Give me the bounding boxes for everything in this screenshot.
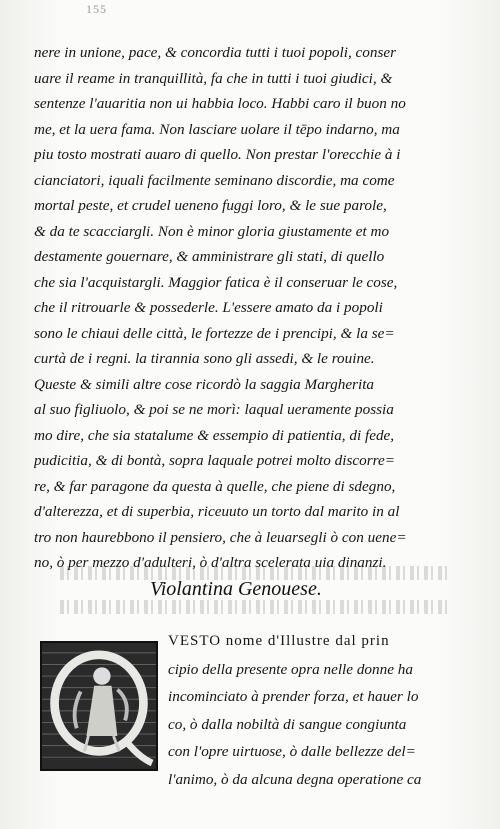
- woodcut-initial-image: [42, 643, 156, 769]
- text-line: VESTO nome d'Illustre dal prin: [168, 633, 390, 649]
- text-line: nere in unione, pace, & concordia tutti i tuoi popoli, conser: [34, 44, 397, 61]
- text-line: no, ò per mezzo d'adulteri, ò d'altra scelerata uia dinanzi.: [34, 554, 387, 571]
- text-line: al suo figliuolo, & poi se ne morì: laqual ueramente possia: [34, 401, 394, 418]
- text-line: curtà de i regni. la tirannia sono gli assedi, & le rouine.: [34, 350, 375, 367]
- show-through-text: [60, 600, 450, 614]
- decorated-initial: [40, 641, 158, 771]
- text-line: Queste & simili altre cose ricordò la saggia Margherita: [34, 375, 375, 393]
- text-line: mo dire, che sia statalume & essempio di patientia, di fede,: [34, 426, 395, 444]
- main-text-block: [34, 40, 462, 576]
- text-line: incominciato à prender forza, et hauer lo: [168, 688, 419, 705]
- text-line: piu tosto mostrati auaro di quello. Non prestar l'orecchie à i: [34, 146, 401, 163]
- text-line: cipio della presente opra nelle donne ha: [168, 660, 413, 678]
- opening-paragraph: [168, 628, 464, 793]
- text-line: d'alterezza, et di superbia, riceuuto un torto dal marito in al: [34, 503, 400, 520]
- text-line: l'animo, ò da alcuna degna operatione ca: [168, 770, 422, 788]
- text-line: cianciatori, iquali facilmente seminano discordie, ma come: [34, 171, 395, 189]
- text-line: mortal peste, et crudel ueneno fuggi loro, & le sue parole,: [34, 197, 387, 214]
- text-line: uare il reame in tranquillità, fa che in tutti i tuoi giudici, &: [34, 69, 393, 87]
- text-line: con l'opre uirtuose, ò dalle bellezze del=: [168, 743, 416, 760]
- text-line: che sia l'acquistargli. Maggior fatica è il conseruar le cose,: [34, 273, 398, 291]
- text-line: pudicitia, & di bontà, sopra laquale potrei molto discorre=: [34, 452, 395, 469]
- text-line: sentenze l'auaritia non ui habbia loco. Habbi caro il buon no: [34, 95, 406, 112]
- text-line: che il ritrouarle & possederle. L'essere amato da i popoli: [34, 299, 383, 316]
- text-line: co, ò dalla nobiltà di sangue congiunta: [168, 715, 407, 733]
- text-line: tro non haurebbono il pensiero, che à leuarsegli ò con uene=: [34, 528, 407, 546]
- text-line: & da te scacciargli. Non è minor gloria giustamente et mo: [34, 222, 390, 240]
- text-line: me, et la uera fama. Non lasciare uolare il tēpo indarno, ma: [34, 120, 400, 138]
- page-number: 155: [86, 2, 107, 16]
- text-line: re, & far paragone da questa à quelle, che piene di sdegno,: [34, 477, 396, 495]
- text-line: destamente gouernare, & amministrare gli stati, di quello: [34, 248, 385, 265]
- text-line: sono le chiaui delle città, le fortezze de i prencipi, & la se=: [34, 324, 395, 342]
- section-heading: Violantina Genouese.: [150, 578, 322, 600]
